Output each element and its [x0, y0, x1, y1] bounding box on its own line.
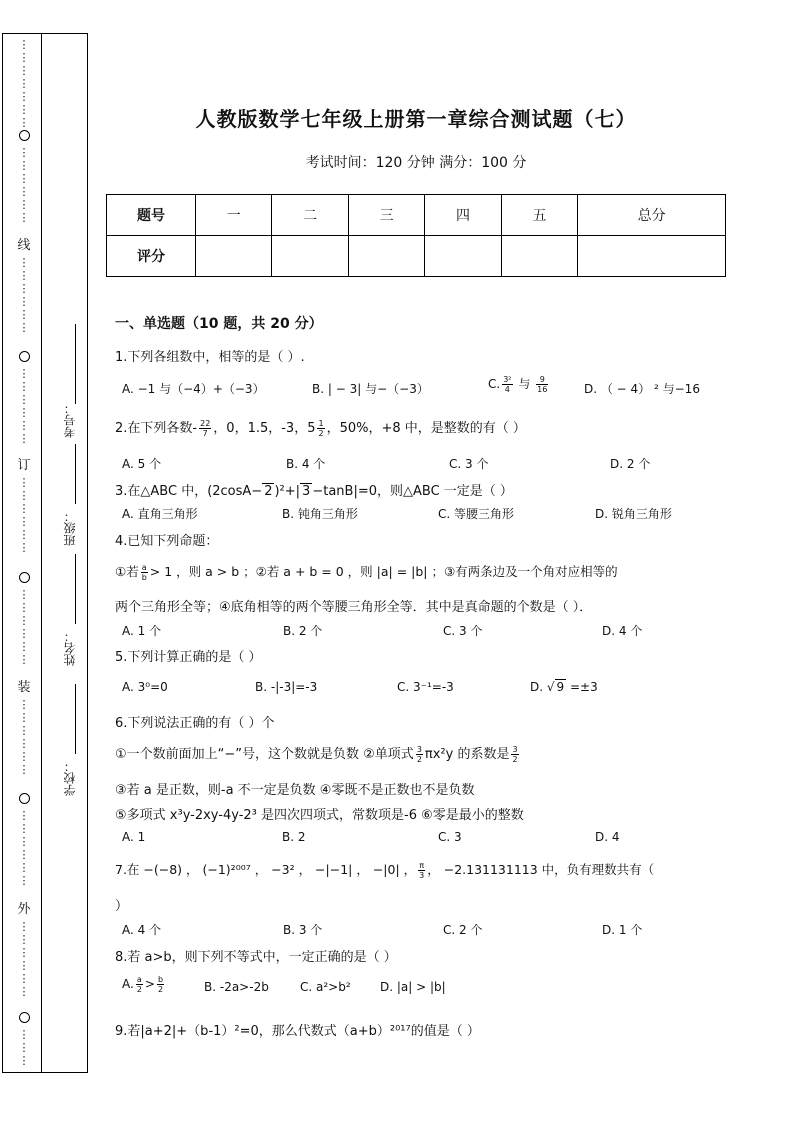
class-label: 班级：: [63, 510, 77, 546]
sqrt-2: 2: [264, 484, 273, 499]
option-b: B. -|-3|=-3: [255, 680, 318, 694]
binding-char-xian: 线: [17, 238, 31, 253]
table-cell: 二: [272, 195, 348, 236]
question-8-stem: 8.若 a>b，则下列不等式中，一定正确的是（ ）: [115, 950, 397, 965]
table-cell: 一: [196, 195, 272, 236]
question-5-stem: 5.下列计算正确的是（ ）: [115, 650, 262, 665]
option-d: D. 4: [595, 830, 620, 844]
question-4-line-2: 两个三角形全等；④底角相等的两个等腰三角形全等．其中是真命题的个数是（ ）．: [115, 600, 593, 615]
option-b: B. 钝角三角形: [282, 507, 358, 521]
option-a: A. 1: [122, 830, 146, 844]
binding-margin: [2, 33, 88, 1073]
question-7-stem: 7.在 −(−8) ， (−1)²⁰⁰⁷ ， −3² ， −|−1| ， −|0| ， $\frac{\pi}{3}$ ， −2.131131113 中，负有理数共有（: [115, 861, 655, 880]
binding-char-wai: 外: [17, 902, 31, 917]
option-a: A. $\frac{a}{2}$ > $\frac{b}{2}$: [122, 975, 164, 994]
option-b: B. 2: [282, 830, 306, 844]
binding-hole: [19, 351, 30, 362]
exam-number-label: 考号：: [63, 402, 77, 438]
table-cell: 四: [425, 195, 501, 236]
table-cell: 题号: [107, 195, 196, 236]
school-label: 学校：: [63, 760, 77, 796]
option-d: D. |a| > |b|: [380, 980, 446, 994]
dotted-line: ⋮ ⋮ ⋮ ⋮ ⋮ ⋮: [18, 476, 30, 554]
dotted-line: ⋮ ⋮ ⋮ ⋮ ⋮ ⋮: [18, 809, 30, 887]
score-input-cell[interactable]: [272, 236, 348, 277]
table-row: [107, 195, 726, 236]
dotted-line: ⋮ ⋮ ⋮ ⋮ ⋮ ⋮: [18, 146, 30, 224]
binding-hole: [19, 572, 30, 583]
table-row: [107, 236, 726, 277]
question-1-stem: 1.下列各组数中，相等的是（ ）.: [115, 350, 305, 365]
score-input-cell[interactable]: [425, 236, 501, 277]
option-b: B. 2 个: [283, 624, 323, 638]
option-b: B. | − 3| 与−（−3）: [312, 382, 429, 396]
table-cell: 三: [348, 195, 424, 236]
dotted-line: ⋮ ⋮ ⋮ ⋮ ⋮ ⋮: [18, 698, 30, 776]
dotted-line: ⋮ ⋮ ⋮: [18, 1028, 30, 1067]
binding-divider: [41, 34, 42, 1072]
option-a: A. 3⁰=0: [122, 680, 168, 694]
option-c: C. $\frac{\text{3²}}{4}$ 与 $\frac{9}{16}$: [488, 375, 548, 394]
name-label: 姓名：: [63, 630, 77, 666]
option-c: C. 3 个: [449, 457, 489, 471]
option-a: A. −1 与（−4）+（−3）: [122, 382, 265, 396]
option-b: B. -2a>-2b: [204, 980, 269, 994]
dotted-line: ⋮ ⋮ ⋮ ⋮ ⋮ ⋮: [18, 920, 30, 998]
dotted-line: ⋮ ⋮ ⋮ ⋮ ⋮ ⋮ ⋮: [18, 38, 30, 129]
score-input-cell[interactable]: [348, 236, 424, 277]
option-c: C. 2 个: [443, 923, 483, 937]
binding-char-zhuang: 装: [17, 680, 31, 695]
binding-char-ding: 订: [17, 458, 31, 473]
question-4-line-1: ①若 $\frac{a}{b}$ > 1 ，则 a > b ；②若 a + b = 0 ，则 |a| = |b| ；③有两条边及一个角对应相等的: [115, 563, 618, 582]
sqrt-3: 3: [302, 484, 311, 499]
dotted-line: ⋮ ⋮ ⋮ ⋮ ⋮ ⋮: [18, 256, 30, 334]
option-d: D. 2 个: [610, 457, 651, 471]
option-b: B. 4 个: [286, 457, 326, 471]
table-cell: 五: [501, 195, 577, 236]
class-line: [75, 444, 76, 504]
name-line: [75, 554, 76, 624]
table-cell: 总分: [578, 195, 726, 236]
option-a: A. 5 个: [122, 457, 162, 471]
option-a: A. 直角三角形: [122, 507, 198, 521]
option-b: B. 3 个: [283, 923, 323, 937]
binding-hole: [19, 793, 30, 804]
question-6-line-2: ③若 a 是正数，则-a 不一定是负数 ④零既不是正数也不是负数: [115, 783, 475, 798]
question-6-line-3: ⑤多项式 x³y-2xy-4y-2³ 是四次四项式，常数项是-6 ⑥零是最小的整数: [115, 808, 524, 823]
question-6-stem: 6.下列说法正确的有（ ）个: [115, 716, 275, 731]
option-a: A. 4 个: [122, 923, 162, 937]
question-4-stem: 4.已知下列命题：: [115, 534, 219, 549]
exam-info: 考试时间：120 分钟 满分：100 分: [305, 155, 527, 171]
page-title: 人教版数学七年级上册第一章综合测试题（七）: [195, 107, 637, 131]
score-input-cell[interactable]: [578, 236, 726, 277]
dotted-line: ⋮ ⋮ ⋮ ⋮ ⋮ ⋮: [18, 367, 30, 445]
table-cell: 评分: [107, 236, 196, 277]
option-d: D. 4 个: [602, 624, 643, 638]
option-c: C. 3 个: [443, 624, 483, 638]
score-input-cell[interactable]: [501, 236, 577, 277]
option-c: C. 等腰三角形: [438, 507, 515, 521]
option-c: C. 3: [438, 830, 462, 844]
question-7-line-2: ）: [115, 899, 129, 914]
question-6-line-1: ①一个数前面加上“−”号，这个数就是负数 ②单项式 $\frac{3}{2}$ πx²y 的系数是 $\frac{3}{2}$: [115, 745, 518, 764]
school-line: [75, 684, 76, 754]
score-table: [106, 194, 726, 277]
section-title: 一、单选题（10 题，共 20 分）: [115, 316, 323, 332]
score-input-cell[interactable]: [196, 236, 272, 277]
binding-hole: [19, 1012, 30, 1023]
question-3-stem: 3.在△ABC 中，(2cosA− 2 )²+| 3 −tanB|=0，则△ABC 一定是（ ）: [115, 484, 513, 499]
question-2-stem: 2.在下列各数- $\frac{22}{7}$ ，0，1.5，-3，5 $\frac{1}{2}$ ，50%，+8 中，是整数的有（ ）: [115, 419, 526, 438]
option-c: C. a²>b²: [300, 980, 351, 994]
option-d: D. （ − 4） ² 与−16: [584, 382, 700, 396]
option-d: D. 1 个: [602, 923, 643, 937]
exam-number-line: [75, 324, 76, 404]
option-d: D. 锐角三角形: [595, 507, 672, 521]
option-d: D. √ 9 =±3: [530, 680, 598, 694]
dotted-line: ⋮ ⋮ ⋮ ⋮ ⋮ ⋮: [18, 588, 30, 666]
option-c: C. 3⁻¹=-3: [397, 680, 454, 694]
option-a: A. 1 个: [122, 624, 162, 638]
question-9-stem: 9.若|a+2|+（b-1）²=0，那么代数式（a+b）²⁰¹⁷的值是（ ）: [115, 1024, 480, 1039]
binding-hole: [19, 130, 30, 141]
